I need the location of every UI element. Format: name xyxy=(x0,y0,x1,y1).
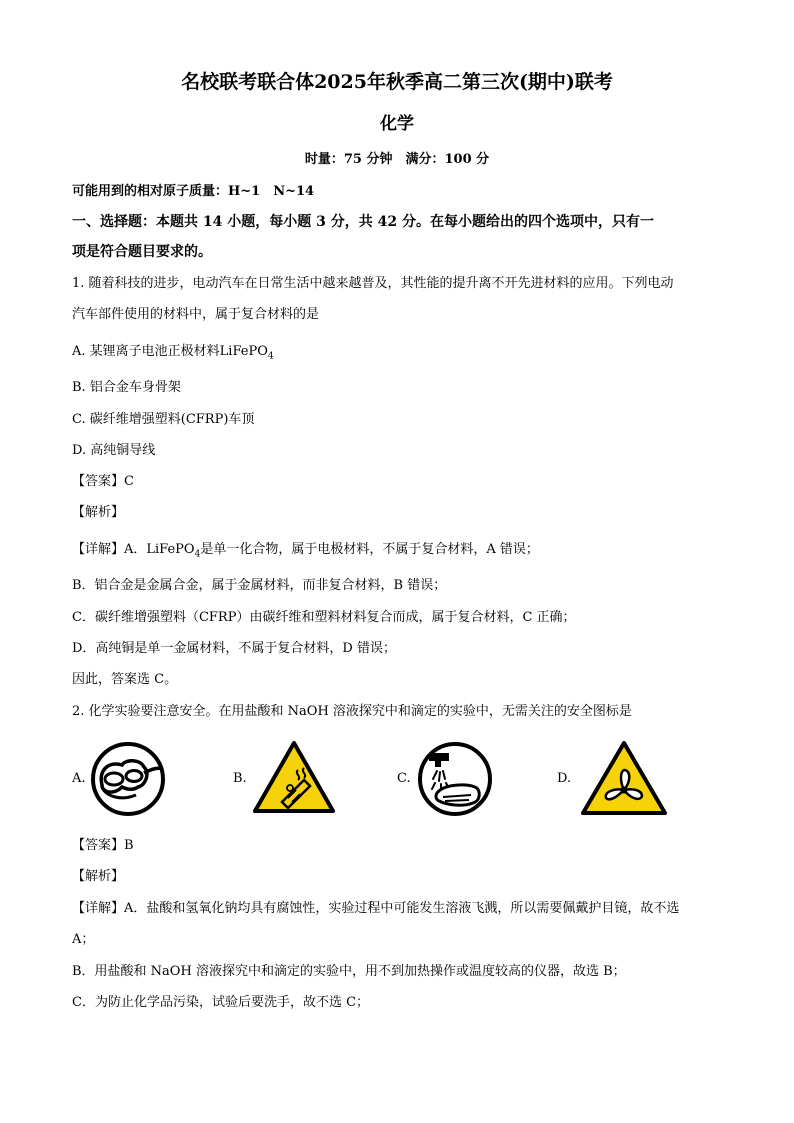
section-heading-line2: 项是符合题目要求的。 xyxy=(72,244,212,260)
q2-option-a-letter: A. xyxy=(72,771,86,786)
wash-hands-icon xyxy=(415,739,495,819)
q2-detail-b: B．用盐酸和 NaOH 溶液探究中和滴定的实验中，用不到加热操作或温度较高的仪器，故选 B； xyxy=(72,964,626,979)
exam-info: 时量：75 分钟 满分：100 分 xyxy=(304,152,490,167)
q2-detail-c: C．为防止化学品污染，试验后要洗手，故不选 C； xyxy=(72,995,370,1010)
q2-option-d-letter: D. xyxy=(557,771,572,786)
q1-conclusion: 因此，答案选 C。 xyxy=(72,672,178,687)
q1-detail-a xyxy=(72,541,539,564)
q1-answer: 【答案】C xyxy=(72,474,134,489)
q1-detail-a-rest: 是单一化合物，属于电极材料，不属于复合材料，A 错误； xyxy=(200,542,539,557)
q1-analysis: 【解析】 xyxy=(72,505,125,520)
q1-option-a-text: A. 某锂离子电池正极材料 xyxy=(72,344,220,359)
subject-title: 化学 xyxy=(380,114,414,134)
exam-title: 名校联考联合体2025年秋季高二第三次(期中)联考 xyxy=(181,71,613,93)
q1-option-a-formula: LiFePO xyxy=(219,344,268,359)
goggles-icon xyxy=(88,739,168,819)
q1-option-c: C. 碳纤维增强塑料(CFRP)车顶 xyxy=(72,412,255,427)
q1-detail-b: B．铝合金是金属合金，属于金属材料，而非复合材料，B 错误； xyxy=(72,578,447,593)
q1-detail-c: C．碳纤维增强塑料（CFRP）由碳纤维和塑料材料复合而成，属于复合材料，C 正确； xyxy=(72,610,576,625)
q2-stem: 2. 化学实验要注意安全。在用盐酸和 NaOH 溶液探究中和滴定的实验中，无需关注的安全图标是 xyxy=(72,704,632,719)
q1-option-a-subscript: 4 xyxy=(267,351,274,362)
exhaust-fan-warning-icon xyxy=(580,740,668,816)
q1-detail-d: D．高纯铜是单一金属材料，不属于复合材料，D 错误； xyxy=(72,641,396,656)
q1-option-d: D. 高纯铜导线 xyxy=(72,443,156,458)
q1-detail-a-prefix: 【详解】A． xyxy=(72,542,147,557)
q2-analysis: 【解析】 xyxy=(72,869,125,884)
q1-stem-line2: 汽车部件使用的材料中，属于复合材料的是 xyxy=(72,307,320,322)
q1-option-a xyxy=(72,343,274,366)
hot-surface-warning-icon xyxy=(252,740,336,814)
q1-stem-line1: 1. 随着科技的进步，电动汽车在日常生活中越来越普及，其性能的提升离不开先进材料的应用。下列电动 xyxy=(72,276,674,291)
q2-option-c-letter: C. xyxy=(397,771,411,786)
q1-option-b: B. 铝合金车身骨架 xyxy=(72,380,181,395)
section-heading-line1: 一、选择题：本题共 14 小题，每小题 3 分，共 42 分。在每小题给出的四个选项中，只有一 xyxy=(72,214,654,230)
q2-option-b-letter: B. xyxy=(233,771,247,786)
q2-detail-a-line1: 【详解】A．盐酸和氢氧化钠均具有腐蚀性，实验过程中可能发生溶液飞溅，所以需要佩戴护目镜，故不选 xyxy=(72,901,680,916)
atomic-mass-note: 可能用到的相对原子质量：H~1 N~14 xyxy=(72,184,315,199)
q2-answer: 【答案】B xyxy=(72,838,134,853)
q2-detail-a-line2: A； xyxy=(72,932,95,947)
q1-detail-a-subscript: 4 xyxy=(194,549,201,560)
q1-detail-a-formula: LiFePO xyxy=(146,542,195,557)
